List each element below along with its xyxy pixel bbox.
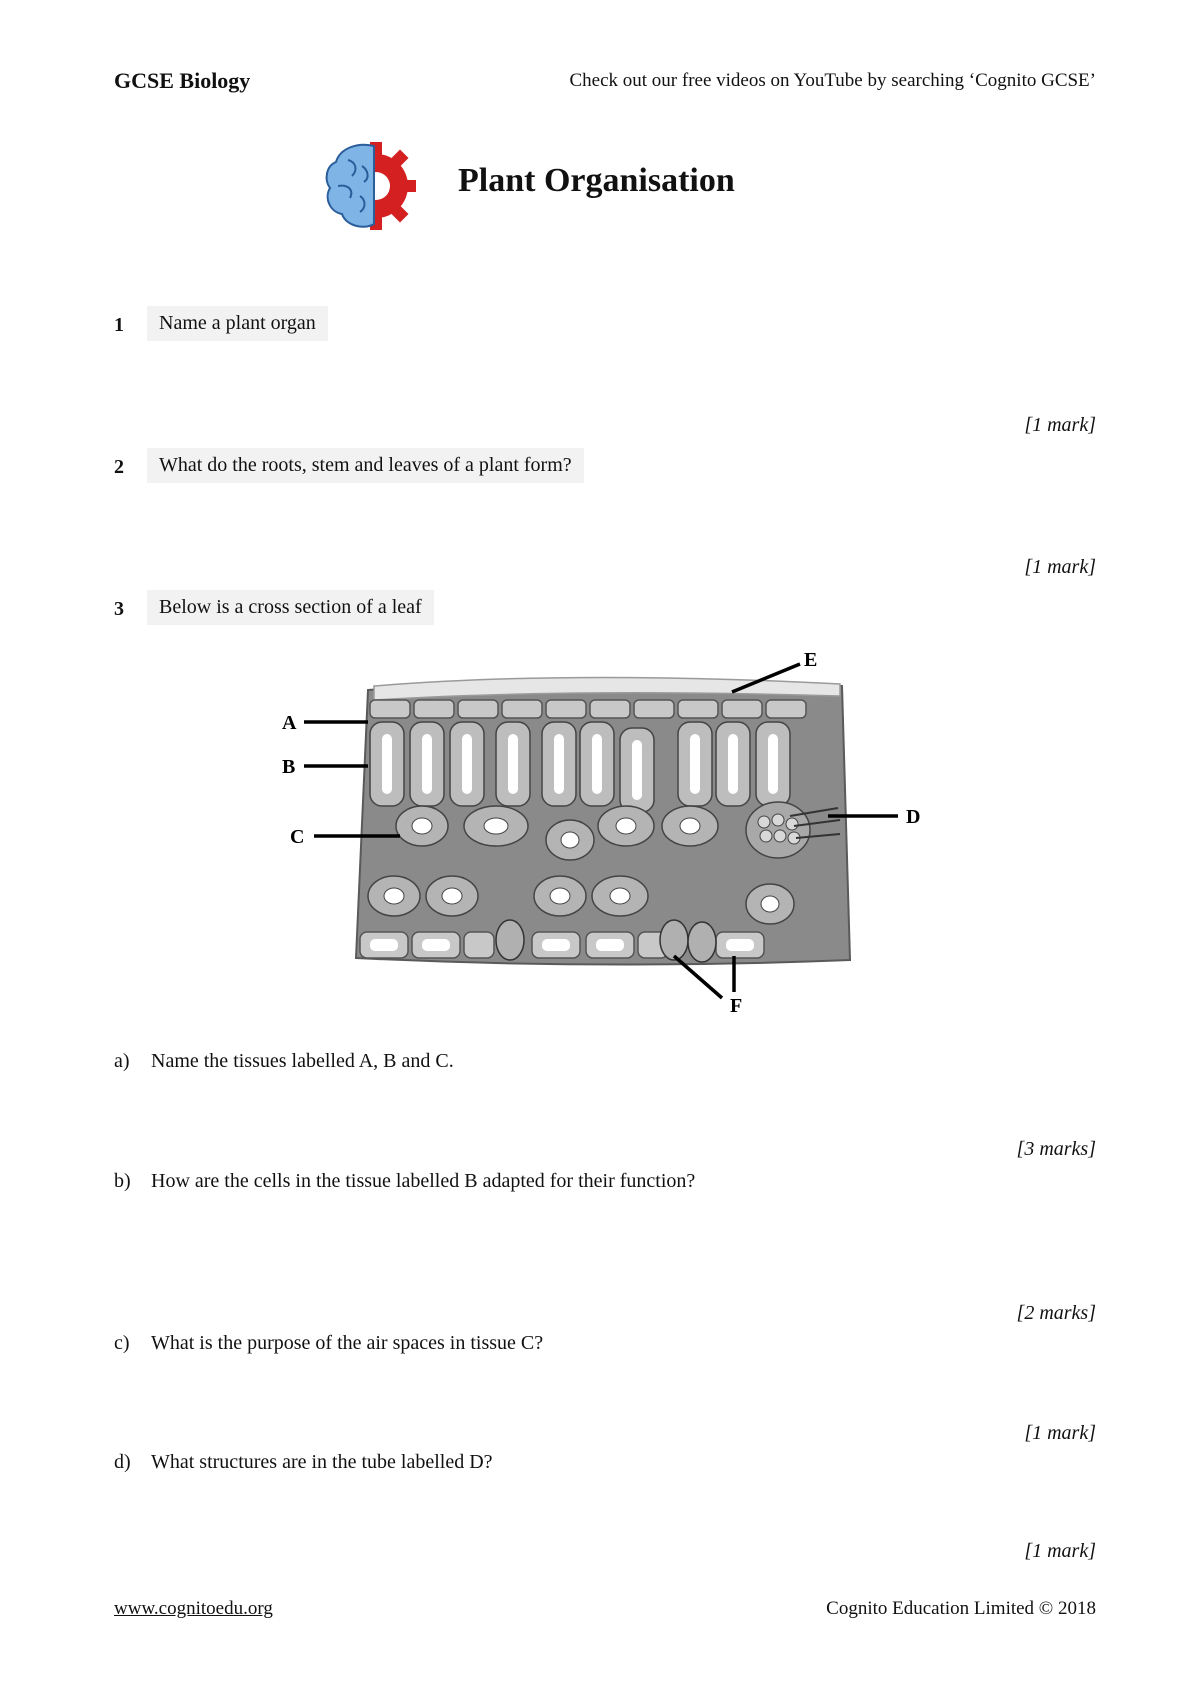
label-c: C: [290, 826, 305, 848]
subquestion-b-marks: [2 marks]: [1016, 1302, 1096, 1324]
subquestion-b-label: b): [114, 1170, 131, 1192]
label-f: F: [730, 995, 743, 1017]
youtube-promo: Check out our free videos on YouTube by searching ‘Cognito GCSE’: [569, 70, 1096, 91]
label-b: B: [282, 756, 296, 778]
subquestion-c: [114, 1332, 543, 1355]
question-1-text: Name a plant organ: [147, 306, 328, 341]
brain-gear-icon: [318, 136, 422, 236]
question-2-number: 2: [114, 456, 124, 478]
subquestion-d-text: What structures are in the tube labelled D?: [151, 1451, 493, 1473]
subquestion-d: [114, 1451, 493, 1474]
subquestion-c-label: c): [114, 1332, 130, 1354]
subquestion-a-text: Name the tissues labelled A, B and C.: [151, 1050, 454, 1072]
subquestion-a-marks: [3 marks]: [1016, 1138, 1096, 1160]
subquestion-d-label: d): [114, 1451, 131, 1473]
website-link[interactable]: www.cognitoedu.org: [114, 1598, 273, 1619]
question-3-text: Below is a cross section of a leaf: [147, 590, 434, 625]
question-1-number: 1: [114, 314, 124, 336]
question-1-marks: [1 mark]: [1024, 414, 1096, 436]
subquestion-b: [114, 1170, 695, 1193]
leaf-cross-section-diagram: [270, 640, 930, 1020]
question-2-text: What do the roots, stem and leaves of a plant form?: [147, 448, 584, 483]
subquestion-a: [114, 1050, 454, 1073]
question-2-marks: [1 mark]: [1024, 556, 1096, 578]
label-e: E: [804, 649, 818, 671]
subquestion-d-marks: [1 mark]: [1024, 1540, 1096, 1562]
subquestion-a-label: a): [114, 1050, 130, 1072]
copyright: Cognito Education Limited © 2018: [826, 1598, 1096, 1619]
subquestion-b-text: How are the cells in the tissue labelled B adapted for their function?: [151, 1170, 696, 1192]
question-3-number: 3: [114, 598, 124, 620]
label-a: A: [282, 712, 297, 734]
page-title: Plant Organisation: [458, 162, 735, 199]
subject-heading: GCSE Biology: [114, 68, 251, 93]
subquestion-c-text: What is the purpose of the air spaces in tissue C?: [151, 1332, 544, 1354]
label-d: D: [906, 806, 921, 828]
subquestion-c-marks: [1 mark]: [1024, 1422, 1096, 1444]
